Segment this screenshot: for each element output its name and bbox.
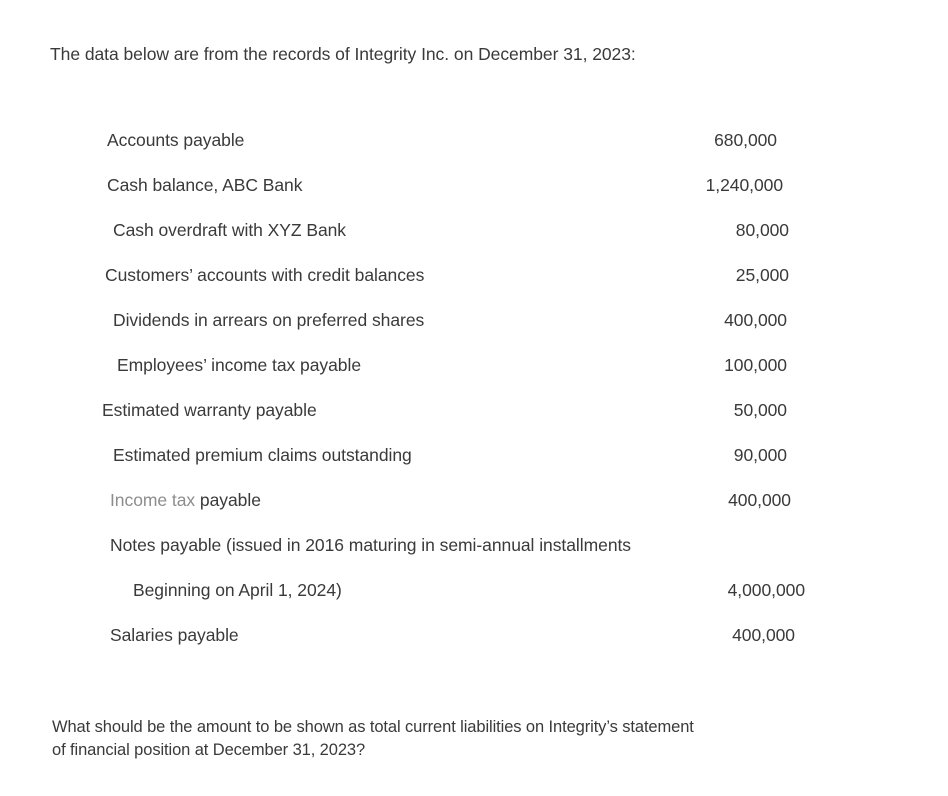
question-paragraph: [52, 716, 852, 762]
item-amount: 90,000: [733, 445, 787, 465]
item-amount: 80,000: [735, 220, 789, 240]
item-amount: 50,000: [733, 400, 787, 420]
item-label: Estimated premium claims outstanding: [113, 445, 412, 465]
liabilities-list: [0, 127, 948, 667]
item-amount: 400,000: [724, 310, 787, 330]
item-label: Salaries payable: [110, 625, 239, 645]
item-label: Notes payable (issued in 2016 maturing in semi-annual installments: [110, 535, 632, 555]
item-label: Accounts payable: [107, 130, 245, 150]
item-label: Cash overdraft with XYZ Bank: [113, 220, 347, 240]
list-item: [0, 532, 948, 577]
item-label: Customers’ accounts with credit balances: [105, 265, 425, 285]
item-label-normal-part: payable: [195, 490, 261, 510]
item-label: Employees’ income tax payable: [117, 355, 362, 375]
list-item: [0, 442, 948, 487]
item-amount: 4,000,000: [727, 580, 805, 600]
list-item: [0, 307, 948, 352]
item-amount: 1,240,000: [705, 175, 783, 195]
item-amount: 680,000: [714, 130, 777, 150]
item-amount: 25,000: [735, 265, 789, 285]
intro-sentence: The data below are from the records of Integrity Inc. on December 31, 2023:: [50, 44, 636, 64]
list-item: [0, 172, 948, 217]
question-line-1: What should be the amount to be shown as total current liabilities on Integrity’s statement: [52, 718, 694, 736]
list-item: [0, 127, 948, 172]
list-item: [0, 487, 948, 532]
list-item: [0, 577, 948, 622]
item-amount: 100,000: [724, 355, 787, 375]
item-label: Beginning on April 1, 2024): [133, 580, 342, 600]
item-label: Estimated warranty payable: [102, 400, 317, 420]
list-item: [0, 622, 948, 667]
item-label-faded-part: Income tax: [110, 490, 196, 510]
list-item: [0, 352, 948, 397]
question-line-2: of financial position at December 31, 2023?: [52, 741, 366, 759]
item-amount: 400,000: [732, 625, 795, 645]
list-item: [0, 397, 948, 442]
list-item: [0, 262, 948, 307]
list-item: [0, 217, 948, 262]
item-label: Dividends in arrears on preferred shares: [113, 310, 425, 330]
item-label: Cash balance, ABC Bank: [107, 175, 303, 195]
item-amount: 400,000: [728, 490, 791, 510]
